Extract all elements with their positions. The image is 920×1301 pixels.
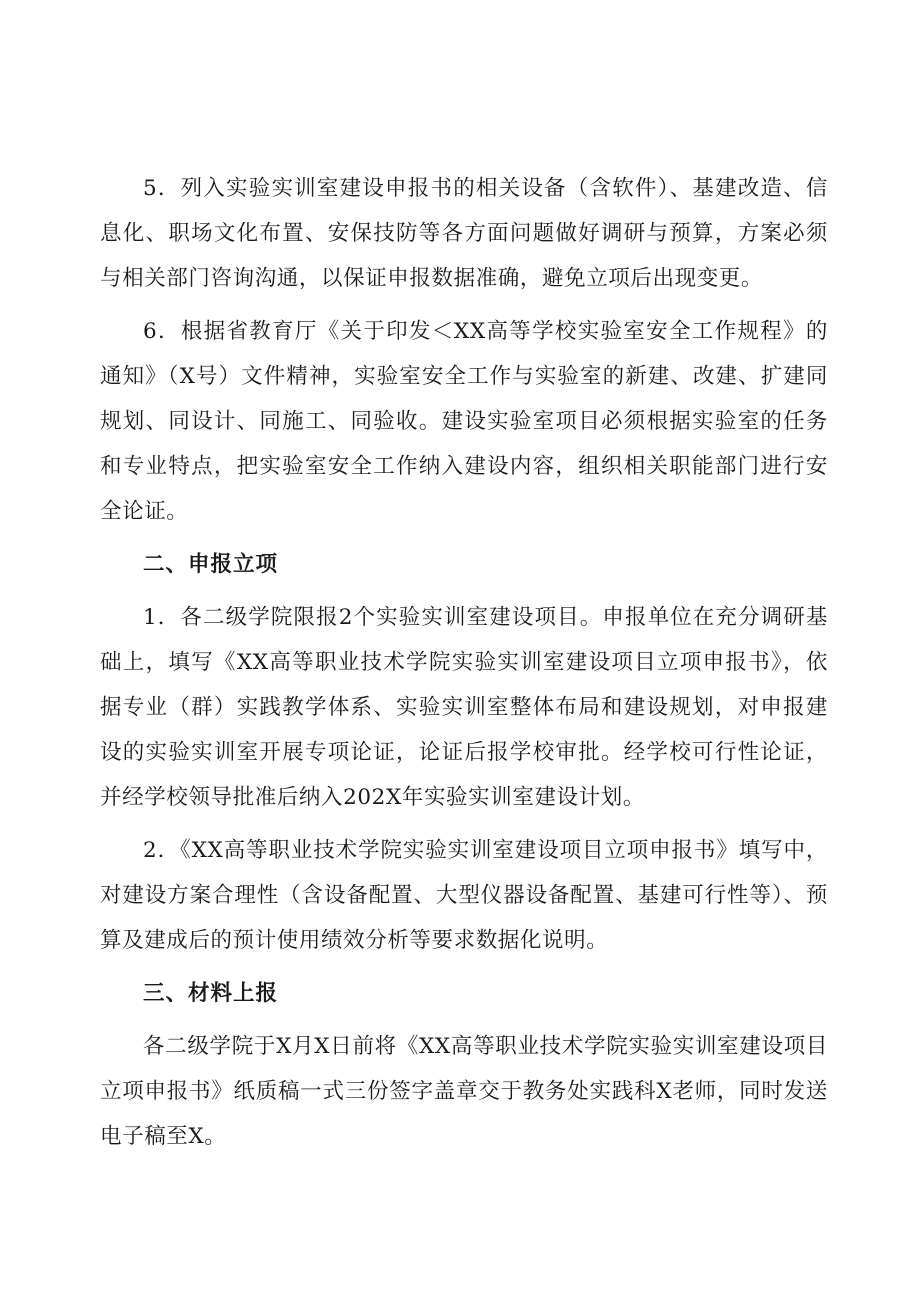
paragraph-apply-1: 1．各二级学院限报2个实验实训室建设项目。申报单位在充分调研基础上，填写《XX高等职业技术学院实验实训室建设项目立项申报书》，依据专业（群）实践教学体系、实验实训室整体布局和建设规划，对申报建设的实验实训室开展专项论证，论证后报学校审批。经学校可行性论证，并经学校领导批准后纳入202X年实验实训室建设计划。: [100, 605, 828, 810]
paragraph-item-5: 5．列入实验实训室建设申报书的相关设备（含软件）、基建改造、信息化、职场文化布置、安保技防等各方面问题做好调研与预算，方案必须与相关部门咨询沟通，以保证申报数据准确，避免立项后出现变更。: [100, 176, 828, 291]
paragraph-item-6: 6．根据省教育厅《关于印发＜XX高等学校实验室安全工作规程》的通知》（X号）文件精神，实验室安全工作与实验室的新建、改建、扩建同规划、同设计、同施工、同验收。建设实验室项目必须根据实验室的任务和专业特点，把实验室安全工作纳入建设内容，组织相关职能部门进行安全论证。: [100, 319, 828, 524]
paragraph-apply-2: 2．《XX高等职业技术学院实验实训室建设项目立项申报书》填写中，对建设方案合理性（含设备配置、大型仪器设备配置、基建可行性等）、预算及建成后的预计使用绩效分析等要求数据化说明。: [100, 838, 828, 953]
document-page: [100, 166, 828, 1159]
section-heading-materials: 三、材料上报: [143, 981, 279, 1006]
section-heading-apply: 二、申报立项: [143, 552, 279, 577]
paragraph-materials: 各二级学院于X月X日前将《XX高等职业技术学院实验实训室建设项目立项申报书》纸质稿一式三份签字盖章交于教务处实践科X老师，同时发送电子稿至X。: [100, 1034, 828, 1149]
